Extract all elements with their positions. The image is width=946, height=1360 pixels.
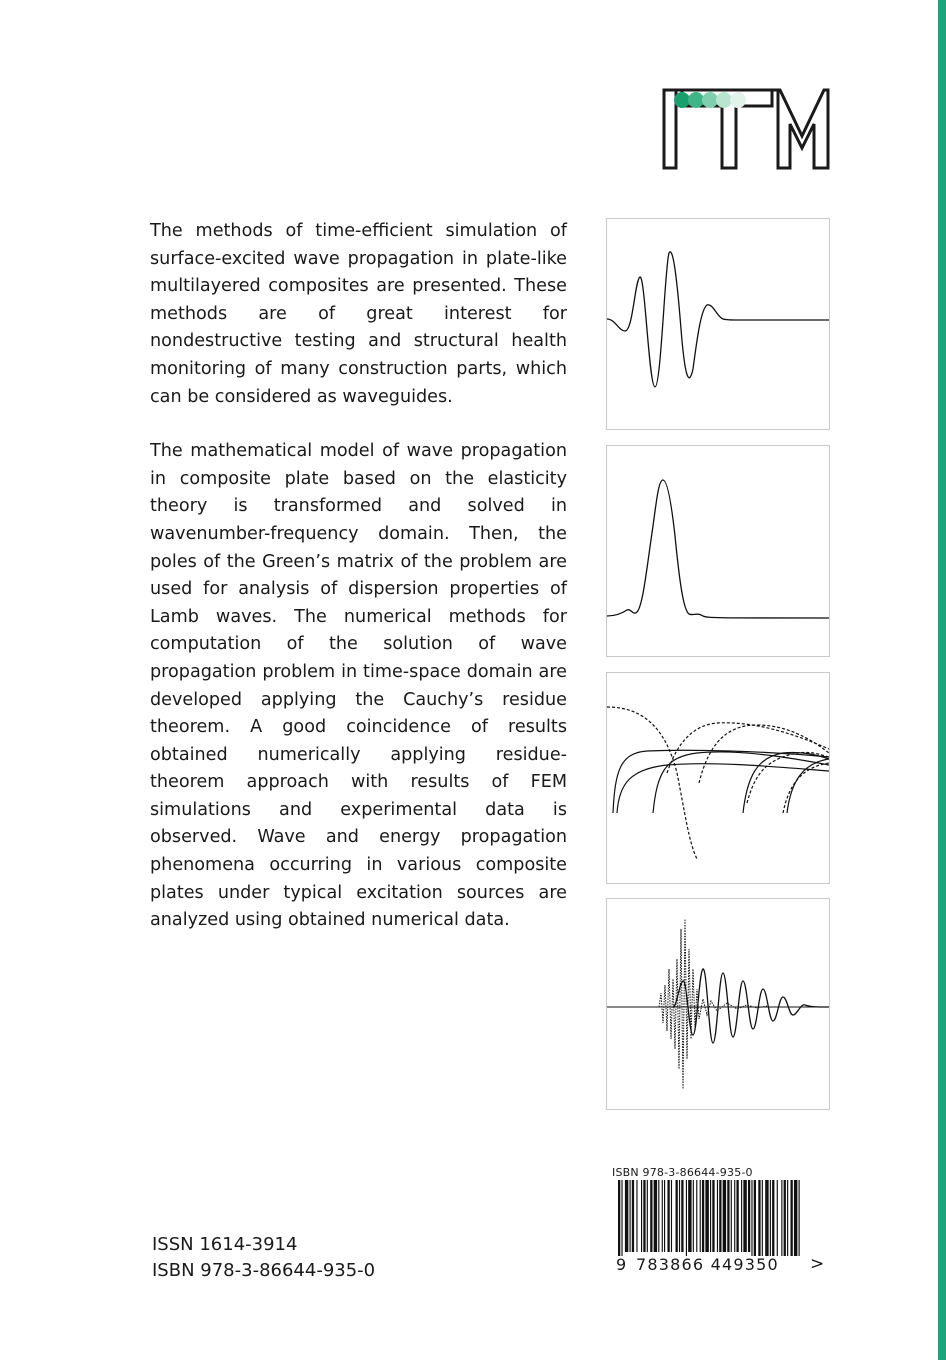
barcode-bar (641, 1180, 642, 1252)
barcode-bar (671, 1180, 672, 1252)
logo-dot-5 (730, 92, 746, 108)
barcode-bar (618, 1180, 620, 1256)
barcode-bar (696, 1180, 697, 1252)
wave-burst-plot-icon (607, 219, 829, 429)
barcode-bar (781, 1180, 782, 1256)
barcode-bar (731, 1180, 732, 1252)
barcode-arrow: > (810, 1254, 825, 1274)
barcode-bars-icon (610, 1180, 806, 1256)
barcode-bar (723, 1180, 726, 1252)
barcode-bar (754, 1180, 756, 1256)
barcode-bar (664, 1180, 665, 1252)
barcode-bar (787, 1180, 788, 1256)
barcode-bar (710, 1180, 711, 1252)
barcode-bar (765, 1180, 768, 1256)
spine-accent-strip (938, 0, 946, 1360)
barcode-bar (741, 1180, 742, 1252)
identifiers (152, 1232, 375, 1284)
figure-wave-burst (606, 218, 830, 430)
barcode-bar (693, 1180, 694, 1252)
barcode-bar (784, 1180, 786, 1256)
abstract-paragraph-1: The methods of time-efficient simulation of surface-excited wave propagation in plate-like multilayered composites are presented. These methods are of great interest for nondestructive testing and structural health monitoring of many construction parts, which can be considered as waveguides. (150, 221, 567, 407)
barcode-bar (654, 1180, 657, 1252)
barcode-bar (636, 1180, 637, 1252)
figure-single-pulse (606, 445, 830, 657)
itm-logo-icon (660, 84, 832, 172)
barcode-bar (643, 1180, 645, 1252)
barcode-first-digit: 9 (616, 1255, 627, 1274)
figure-decaying-signal (606, 898, 830, 1110)
barcode-bar (686, 1180, 687, 1256)
barcode-bar (630, 1180, 631, 1252)
barcode-bar (650, 1180, 652, 1252)
barcode-bar (743, 1180, 746, 1252)
barcode-bar (688, 1180, 691, 1252)
single-pulse-plot-icon (607, 446, 829, 656)
barcode-bar (681, 1180, 683, 1252)
logo-dot-2 (688, 92, 704, 108)
isbn: ISBN 978-3-86644-935-0 (152, 1260, 376, 1281)
barcode-bar (734, 1180, 735, 1252)
barcode-digits: 783866 449350 (636, 1255, 779, 1274)
barcode-bar (791, 1180, 793, 1256)
logo-dot-3 (702, 92, 718, 108)
barcode-bar (799, 1180, 800, 1256)
barcode-bar (748, 1180, 750, 1252)
barcode-bar (770, 1180, 771, 1256)
logo-dot-4 (716, 92, 732, 108)
barcode-bar (676, 1180, 678, 1252)
barcode-bar (712, 1180, 714, 1252)
barcode-bar (719, 1180, 721, 1252)
isbn-barcode (610, 1166, 830, 1278)
barcode-bar (632, 1180, 634, 1252)
barcode-bar (700, 1180, 701, 1252)
barcode-label: ISBN 978-3-86644-935-0 (612, 1166, 753, 1179)
dispersion-curves-plot-icon (607, 673, 829, 883)
barcode-bar (727, 1180, 729, 1252)
barcode-bar (667, 1180, 669, 1252)
logo-dot-1 (674, 92, 690, 108)
barcode-bar (625, 1180, 628, 1252)
barcode-bar (758, 1180, 760, 1256)
barcode-bar (621, 1180, 622, 1256)
barcode-bar (705, 1180, 708, 1252)
barcode-bar (662, 1180, 663, 1252)
barcode-bar (702, 1180, 704, 1252)
barcode-bar (679, 1180, 680, 1252)
barcode-bar (647, 1180, 648, 1252)
issn: ISSN 1614-3914 (152, 1234, 298, 1255)
barcode-bar (736, 1180, 738, 1252)
abstract (150, 218, 567, 962)
abstract-paragraph-2: The mathematical model of wave propagation in composite plate based on the elasticity theory is transformed and solved in wavenumber-frequency domain. Then, the poles of the Green’s matrix of the problem are used for analysis of dispersion properties of Lamb waves. The numerical methods for computation of the solution of wave propagation problem in time-space domain are developed applying the Cauchy’s residue theorem. A good coincidence of results obtained numerically applying residue-theorem approach with results of FEM simulations and experimental data is observed. Wave and energy propagation phenomena occurring in various composite plates under typical excitation sources are analyzed using obtained numerical data. (150, 441, 567, 931)
barcode-bar (777, 1180, 778, 1256)
barcode-bar (772, 1180, 774, 1256)
barcode-bar (658, 1180, 659, 1252)
barcode-bar (762, 1180, 763, 1256)
barcode-bar (717, 1180, 718, 1252)
decaying-signal-plot-icon (607, 899, 829, 1109)
barcode-bar (751, 1180, 752, 1256)
figure-dispersion-curves (606, 672, 830, 884)
barcode-bar (794, 1180, 797, 1256)
